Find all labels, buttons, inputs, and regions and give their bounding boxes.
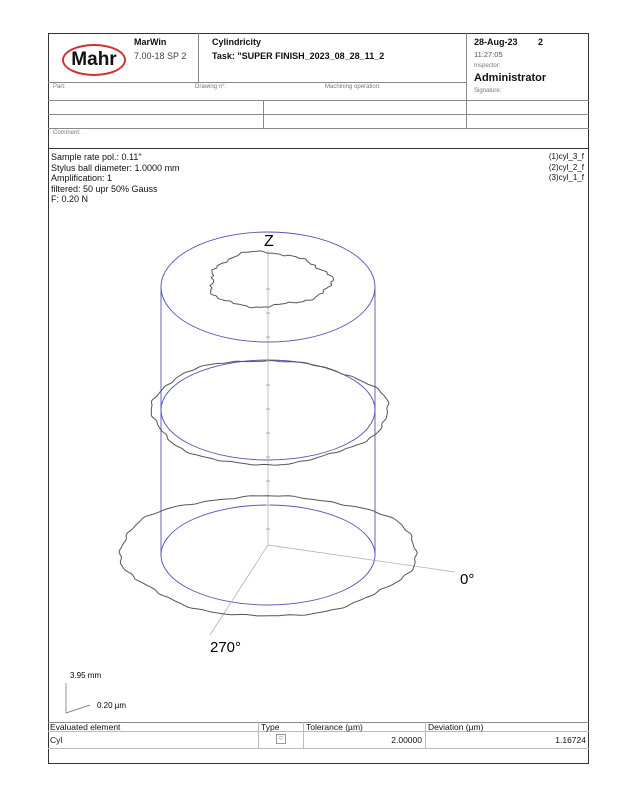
y-axis-label: 270° — [210, 639, 242, 656]
z-axis-label: Z — [264, 233, 274, 250]
param-line: F: 0.20 N — [51, 194, 89, 204]
report-date: 28-Aug-23 — [474, 37, 518, 47]
scale-bar — [66, 683, 90, 713]
column-header-element: Evaluated element — [50, 722, 121, 732]
task-name: Task: "SUPER FINISH_2023_08_28_11_2 — [212, 51, 385, 61]
page-number: 2 — [538, 37, 544, 47]
inspector-label: Inspector: — [474, 63, 501, 69]
software-version: 7.00-18 SP 2 — [134, 51, 187, 61]
tolerance-cell: 2.00000 — [391, 735, 422, 745]
element-cell: Cyl — [50, 735, 63, 745]
scale-z-label: 3.95 mm — [70, 671, 102, 680]
cylindricity-type-icon: ⌭ — [276, 734, 286, 744]
param-line: Amplification: 1 — [51, 173, 113, 183]
legend-item: (2)cyl_2_f — [548, 162, 584, 172]
report-time: 11:27:05 — [474, 50, 503, 59]
deviation-cell: 1.16724 — [555, 735, 586, 745]
signature-label: Signature: — [474, 88, 502, 94]
machining-label: Machining operation: — [325, 84, 381, 90]
legend-item: (3)cyl_1_f — [548, 173, 584, 182]
param-line: Stylus ball diameter: 1.0000 mm — [51, 162, 180, 173]
report-title: Cylindricity — [212, 37, 262, 47]
legend-item: (1)cyl_3_f — [548, 152, 584, 161]
column-header-tolerance: Tolerance (µm) — [306, 722, 363, 732]
profile-cyl-3 — [210, 251, 334, 308]
x-axis — [268, 545, 455, 572]
drawing-label: Drawing n°: — [195, 84, 227, 90]
mahr-logo: Mahr — [62, 44, 126, 76]
x-axis-label: 0° — [460, 571, 475, 588]
comment-label: Comment: — [53, 130, 81, 136]
param-line: Sample rate pol.: 0.11" — [51, 152, 142, 162]
software-name: MarWin — [134, 37, 167, 47]
y-axis — [210, 545, 268, 635]
param-line: filtered: 50 upr 50% Gauss — [51, 183, 158, 194]
profile-cyl-2 — [151, 361, 389, 466]
scale-r-label: 0.20 µm — [97, 701, 127, 710]
column-header-type: Type — [261, 722, 280, 732]
inspector-name: Administrator — [474, 72, 547, 84]
part-label: Part: — [53, 84, 66, 90]
column-header-deviation: Deviation (µm) — [428, 722, 484, 732]
